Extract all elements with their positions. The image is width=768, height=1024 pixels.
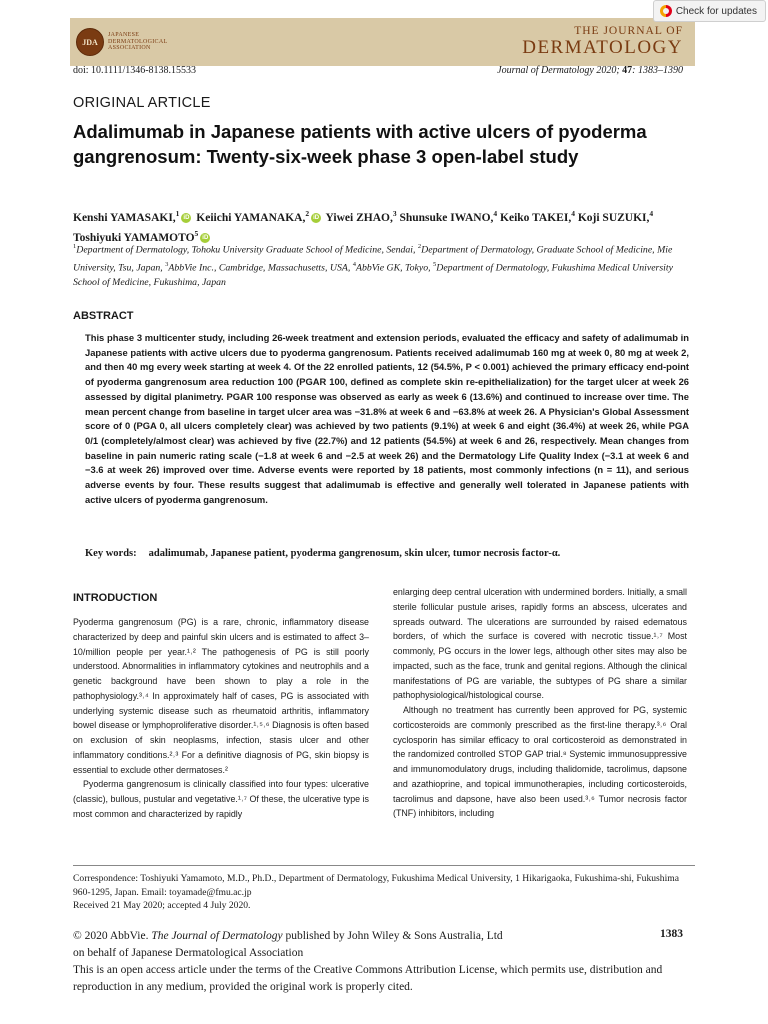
doi[interactable]: doi: 10.1111/1346-8138.15533 — [73, 65, 197, 76]
right-column — [393, 585, 687, 821]
footnote-divider — [73, 865, 695, 866]
keywords-text: adalimumab, Japanese patient, pyoderma gangrenosum, skin ulcer, tumor necrosis factor-α. — [148, 548, 561, 559]
paragraph: enlarging deep central ulceration with undermined borders. Initially, a small sterile follicular pustule arises, rapidly forms an abscess, ulcerates and spreads outward. The ulcerations are surrounded by raised edematous borders, of which the surface is covered with necrotic tissue.¹˒⁷ Most commonly, PG occurs in the lower legs, although other sites may also be impacted, such as the face, trunk and genital regions. Although the clinical manifestations of PG are variable, the subtypes of PG share a similar pathophysiological/histological course. — [393, 587, 687, 701]
citation: Journal of Dermatology 2020; 47: 1383–1390 — [497, 65, 683, 76]
article-type: ORIGINAL ARTICLE — [73, 95, 211, 111]
affiliation: AbbVie Inc., Cambridge, Massachusetts, USA, — [168, 262, 353, 274]
jda-seal-icon: JDA — [76, 28, 104, 56]
keywords — [85, 548, 695, 559]
check-for-updates-button[interactable] — [653, 0, 766, 22]
received-accepted: Received 21 May 2020; accepted 4 July 2020. — [73, 900, 251, 911]
introduction-heading: INTRODUCTION — [73, 592, 158, 604]
page-number: 1383 — [660, 928, 683, 940]
jda-logo — [76, 28, 178, 56]
paragraph: Pyoderma gangrenosum (PG) is a rare, chronic, inflammatory disease characterized by deep and painful skin ulcers and is estimated to affect 3–10/million people per year.¹˒² The pathogenesis of PG is still poorly understood. Abnormalities in inflammatory cytokines and neutrophils and a genetic background have been shown to play a role in the pathophysiology.³˒⁴ In approximately half of cases, PG is associated with underlying systemic disease such as rheumatoid arthritis, inflammatory bowel disease or lymphoproliferative disorder.¹˒⁵˒⁶ Diagnosis is often based on exclusion of skin neoplasms, infection, stasis ulcer and other inflammatory conditions.²˒³ For a definitive diagnosis of PG, skin biopsy is essential to exclude other dermatoses.² — [73, 617, 369, 775]
paragraph: Pyoderma gangrenosum is clinically classified into four types: ulcerative (classic), bullous, pustular and vegetative.¹˒⁷ Of these, the ulcerative type is most common and characterized by rapidly — [73, 779, 369, 819]
left-column — [73, 615, 369, 822]
affiliation: Department of Dermatology, Fukushima Medical University School of Medicine, Fukushima, Japan — [73, 262, 673, 288]
check-for-updates-label: Check for updates — [675, 5, 757, 17]
author: Keiichi YAMANAKA,$^2$iD — [196, 209, 320, 224]
author: Kenshi YAMASAKI,$^1$iD — [73, 209, 190, 224]
affiliation: Department of Dermatology, Tohoku University Graduate School of Medicine, Sendai, — [76, 244, 418, 256]
affiliation: AbbVie GK, Tokyo, — [355, 262, 433, 274]
license-text: This is an open access article under the terms of the Creative Commons Attribution License, which permits use, distribution and reproduction in any medium, provided the original work is properly cited. — [73, 964, 663, 993]
author: Shunsuke IWANO,$^4$ — [399, 209, 498, 224]
keywords-label: Key words: — [85, 548, 137, 559]
journal-title-top: THE JOURNAL OF — [574, 25, 683, 37]
correspondence: Correspondence: Toshiyuki Yamamoto, M.D., Ph.D., Department of Dermatology, Fukushima Medical University, 1 Hikarigaoka, Fukushima-shi, Fukushima 960-1295, Japan. Email: toyamade@fmu.ac.jp — [73, 873, 679, 898]
footnotes — [73, 872, 698, 913]
orcid-icon[interactable]: iD — [313, 215, 320, 222]
abstract-heading: ABSTRACT — [73, 310, 134, 322]
affiliations: $^1$Department of Dermatology, Tohoku University Graduate School of Medicine, Sendai, $^2$Department of Dermatology, Graduate School of Medicine, Mie University, Tsu, Japan, $^3$AbbVie Inc., Cambridge, Massachusetts, USA, $^4$AbbVie GK, Tokyo, $^5$Department of Dermatology, Fukushima Medical University School of Medicine, Fukushima, Japan — [73, 243, 673, 288]
author: Koji SUZUKI,$^4$ — [577, 209, 654, 224]
journal-title: DERMATOLOGY — [522, 37, 683, 58]
article-title: Adalimumab in Japanese patients with active ulcers of pyoderma gangrenosum: Twenty-six-week phase 3 open-label study — [73, 121, 647, 167]
orcid-icon[interactable]: iD — [183, 215, 190, 222]
author: Toshiyuki YAMAMOTO$^5$iD — [73, 228, 209, 244]
orcid-icon[interactable]: iD — [202, 235, 209, 242]
jda-logo-text: JAPANESE DERMATOLOGICAL ASSOCIATION — [108, 32, 168, 52]
author: Yiwei ZHAO,$^3$ — [325, 209, 397, 224]
author: Keiko TAKEI,$^4$ — [500, 209, 575, 224]
crossmark-icon — [660, 5, 672, 17]
affiliation: Department of Dermatology, Graduate School of Medicine, Mie University, Tsu, Japan, — [73, 244, 673, 274]
paragraph: Although no treatment has currently been approved for PG, systemic corticosteroids are commonly prescribed as the first-line therapy.³˒⁶ Oral cyclosporin has similar efficacy to oral corticosteroid as demonstrated in the randomized controlled STOP GAP trial.⁸ Systemic immunosuppressive and immunomodulatory drugs, including thalidomide, tacrolimus, dapsone and azathioprine, and topical immunotherapies, including corticosteroids, tacrolimus and dapsone, have also been used.³˒⁶ Tumor necrosis factor (TNF) inhibitors, including — [393, 705, 687, 819]
abstract-body: This phase 3 multicenter study, including 26-week treatment and extension periods, evaluated the efficacy and safety of adalimumab in Japanese patients with active ulcers due to pyoderma gangrenosum. Patients received adalimumab 160 mg at week 0, 80 mg at week 2, and then 40 mg every week starting at week 4. Of the 22 enrolled patients, 12 (54.5%, P < 0.001) achieved the primary efficacy end-point of pyoderma gangrenosum area reduction 100 (PGAR 100, defined as complete skin re-epithelialization) for the target ulcer at week 26 assessed by digital planimetry. PGAR 100 response was observed as early as week 6 (13.6%) and continued to increase over time. The mean percent change from baseline in target ulcer area was −31.8% at week 6 and −63.8% at week 26. A Physician's Global Assessment score of 0 (PGA 0, all ulcers completely clear) was achieved by two patients (9.1%) at week 6 and eight (36.4%) at week 26, while PGA 0/1 (completely/almost clear) was achieved by five (22.7%) and 12 patients (54.5%) at week 6 and 26, respectively. Mean changes from baseline in pain numeric rating scale (−1.8 at week 6 and −2.5 at week 26) and the Dermatology Life Quality Index (−3.1 at week 6 and −3.6 at week 26) improved over time. Adverse events were reported by 18 patients, most commonly infections (n = 11), and serious adverse events by four. These results suggest that adalimumab is effective and generally well tolerated in Japanese patients with active ulcers of pyoderma gangrenosum. — [85, 332, 689, 505]
copyright: © 2020 AbbVie. The Journal of Dermatology published by John Wiley & Sons Australia, Ltd on behalf of Japanese Dermatological Association — [73, 930, 503, 959]
